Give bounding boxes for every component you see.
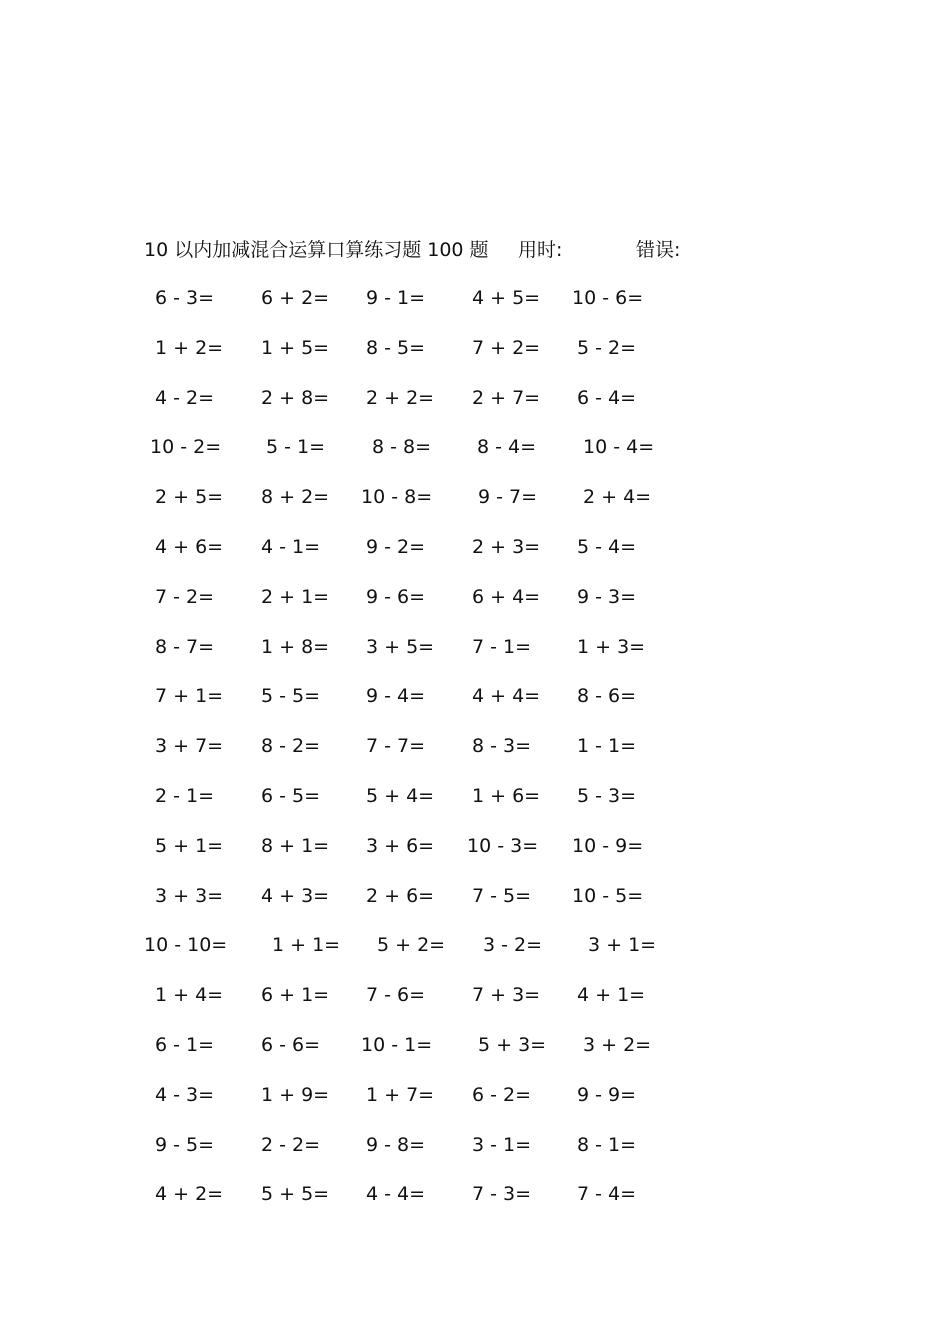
problem-cell: 8 + 1= xyxy=(261,834,330,857)
problem-cell: 5 + 3= xyxy=(478,1033,547,1056)
problem-cell: 7 - 2= xyxy=(155,585,215,608)
problem-row xyxy=(0,1180,950,1230)
problem-cell: 1 + 7= xyxy=(366,1083,435,1106)
problem-cell: 3 - 1= xyxy=(472,1133,532,1156)
problem-row xyxy=(0,533,950,583)
problem-cell: 4 - 2= xyxy=(155,386,215,409)
problem-row xyxy=(0,1031,950,1081)
problem-row xyxy=(0,732,950,782)
problem-cell: 1 + 8= xyxy=(261,635,330,658)
problem-cell: 10 - 9= xyxy=(572,834,644,857)
problem-cell: 1 - 1= xyxy=(577,735,637,758)
problem-cell: 4 + 5= xyxy=(472,287,541,309)
problem-cell: 8 - 3= xyxy=(472,735,532,758)
problem-row xyxy=(0,334,950,384)
problem-row xyxy=(0,583,950,633)
problem-cell: 2 - 2= xyxy=(261,1133,321,1156)
problem-cell: 7 - 5= xyxy=(472,884,532,907)
problem-cell: 3 + 3= xyxy=(155,884,224,907)
problem-row xyxy=(0,931,950,981)
problem-cell: 5 - 2= xyxy=(577,336,637,359)
problem-cell: 3 + 1= xyxy=(588,934,657,957)
problem-cell: 8 - 5= xyxy=(366,336,426,359)
problem-cell: 10 - 6= xyxy=(572,287,644,309)
problem-cell: 6 - 6= xyxy=(261,1033,321,1056)
problem-cell: 6 - 2= xyxy=(472,1083,532,1106)
problem-cell: 5 + 1= xyxy=(155,834,224,857)
problem-cell: 10 - 8= xyxy=(361,486,433,509)
problem-cell: 2 + 5= xyxy=(155,486,224,509)
problem-cell: 3 + 5= xyxy=(366,635,435,658)
problem-cell: 6 + 2= xyxy=(261,287,330,309)
problem-cell: 9 - 4= xyxy=(366,685,426,708)
problem-cell: 6 + 1= xyxy=(261,984,330,1007)
problem-cell: 4 - 3= xyxy=(155,1083,215,1106)
problem-cell: 2 - 1= xyxy=(155,784,215,807)
problem-row xyxy=(0,782,950,832)
problem-cell: 5 + 4= xyxy=(366,784,435,807)
problem-cell: 7 - 1= xyxy=(472,635,532,658)
problem-cell: 2 + 8= xyxy=(261,386,330,409)
problem-cell: 1 + 1= xyxy=(272,934,341,957)
problem-row xyxy=(0,1131,950,1181)
problem-row xyxy=(0,832,950,882)
problem-cell: 9 - 3= xyxy=(577,585,637,608)
problem-cell: 6 - 3= xyxy=(155,287,215,309)
time-used-label: 用时: xyxy=(518,239,563,261)
problem-cell: 2 + 6= xyxy=(366,884,435,907)
problem-cell: 1 + 6= xyxy=(472,784,541,807)
problem-cell: 9 - 5= xyxy=(155,1133,215,1156)
problem-row xyxy=(0,981,950,1031)
problem-cell: 6 + 4= xyxy=(472,585,541,608)
problem-cell: 5 - 5= xyxy=(261,685,321,708)
problem-cell: 10 - 5= xyxy=(572,884,644,907)
problem-cell: 8 - 4= xyxy=(477,436,537,459)
problem-row xyxy=(0,882,950,932)
problem-cell: 8 - 7= xyxy=(155,635,215,658)
problem-cell: 10 - 10= xyxy=(144,934,228,957)
problem-cell: 5 - 1= xyxy=(266,436,326,459)
problem-cell: 3 + 6= xyxy=(366,834,435,857)
problem-cell: 5 - 4= xyxy=(577,535,637,558)
problem-cell: 9 - 8= xyxy=(366,1133,426,1156)
problem-cell: 9 - 9= xyxy=(577,1083,637,1106)
problem-cell: 3 + 7= xyxy=(155,735,224,758)
problem-cell: 8 + 2= xyxy=(261,486,330,509)
problem-row xyxy=(0,284,950,334)
problem-cell: 2 + 1= xyxy=(261,585,330,608)
problem-row xyxy=(0,384,950,434)
problem-cell: 9 - 1= xyxy=(366,287,426,309)
problem-cell: 9 - 7= xyxy=(478,486,538,509)
problem-cell: 6 - 1= xyxy=(155,1033,215,1056)
problem-cell: 3 + 2= xyxy=(583,1033,652,1056)
problem-cell: 1 + 9= xyxy=(261,1083,330,1106)
problem-grid xyxy=(0,284,950,1230)
problem-cell: 8 - 8= xyxy=(372,436,432,459)
problem-cell: 7 - 4= xyxy=(577,1183,637,1206)
problem-cell: 7 - 7= xyxy=(366,735,426,758)
worksheet-title: 10 以内加减混合运算口算练习题 100 题 xyxy=(144,239,489,261)
problem-cell: 5 + 5= xyxy=(261,1183,330,1206)
problem-cell: 7 + 1= xyxy=(155,685,224,708)
problem-cell: 2 + 3= xyxy=(472,535,541,558)
problem-cell: 2 + 4= xyxy=(583,486,652,509)
problem-row xyxy=(0,483,950,533)
problem-cell: 10 - 1= xyxy=(361,1033,433,1056)
problem-cell: 1 + 2= xyxy=(155,336,224,359)
problem-cell: 2 + 2= xyxy=(366,386,435,409)
problem-cell: 5 - 3= xyxy=(577,784,637,807)
problem-cell: 7 + 3= xyxy=(472,984,541,1007)
problem-cell: 10 - 4= xyxy=(583,436,655,459)
problem-cell: 4 + 3= xyxy=(261,884,330,907)
problem-cell: 4 - 4= xyxy=(366,1183,426,1206)
problem-cell: 7 - 3= xyxy=(472,1183,532,1206)
problem-row xyxy=(0,682,950,732)
problem-cell: 8 - 2= xyxy=(261,735,321,758)
problem-cell: 6 - 4= xyxy=(577,386,637,409)
problem-cell: 3 - 2= xyxy=(483,934,543,957)
problem-cell: 9 - 6= xyxy=(366,585,426,608)
problem-cell: 8 - 1= xyxy=(577,1133,637,1156)
problem-cell: 1 + 5= xyxy=(261,336,330,359)
problem-cell: 6 - 5= xyxy=(261,784,321,807)
problem-cell: 1 + 3= xyxy=(577,635,646,658)
problem-cell: 4 + 6= xyxy=(155,535,224,558)
problem-cell: 4 - 1= xyxy=(261,535,321,558)
problem-cell: 2 + 7= xyxy=(472,386,541,409)
problem-cell: 4 + 4= xyxy=(472,685,541,708)
problem-row xyxy=(0,433,950,483)
problem-cell: 10 - 3= xyxy=(467,834,539,857)
problem-row xyxy=(0,633,950,683)
problem-cell: 8 - 6= xyxy=(577,685,637,708)
problem-cell: 5 + 2= xyxy=(377,934,446,957)
problem-cell: 7 + 2= xyxy=(472,336,541,359)
problem-row xyxy=(0,1081,950,1131)
problem-cell: 7 - 6= xyxy=(366,984,426,1007)
problem-cell: 10 - 2= xyxy=(150,436,222,459)
errors-label: 错误: xyxy=(636,239,681,261)
problem-cell: 4 + 2= xyxy=(155,1183,224,1206)
problem-cell: 9 - 2= xyxy=(366,535,426,558)
problem-cell: 1 + 4= xyxy=(155,984,224,1007)
problem-cell: 4 + 1= xyxy=(577,984,646,1007)
